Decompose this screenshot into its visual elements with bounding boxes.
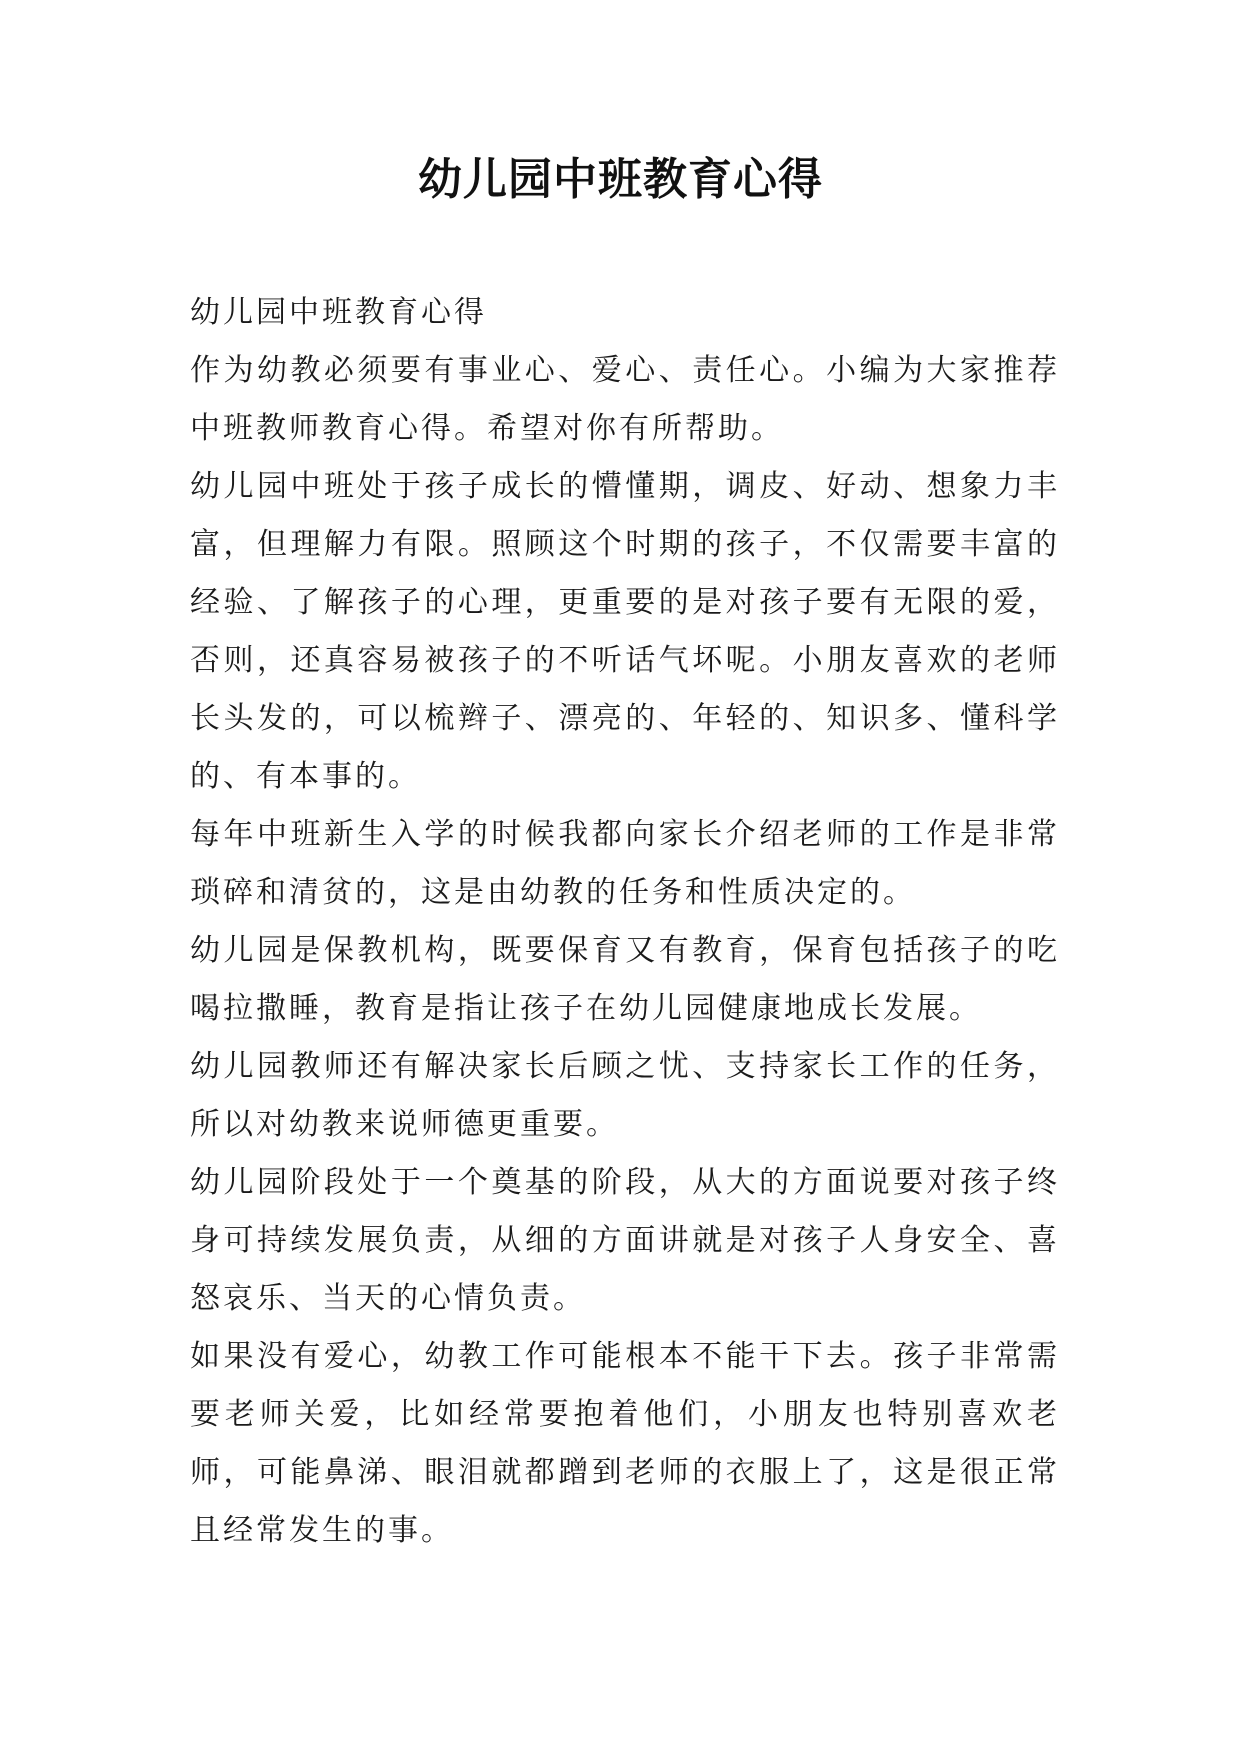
paragraph: 幼儿园教师还有解决家长后顾之忧、支持家长工作的任务，所以对幼教来说师德更重要。 [190,1049,1060,1142]
paragraph: 每年中班新生入学的时候我都向家长介绍老师的工作是非常琐碎和清贫的，这是由幼教的任务和性质决定的。 [190,817,1060,910]
document-body [190,284,1060,1560]
document-title: 幼儿园中班教育心得 [418,154,823,205]
paragraph: 幼儿园中班处于孩子成长的懵懂期，调皮、好动、想象力丰富，但理解力有限。照顾这个时期的孩子，不仅需要丰富的经验、了解孩子的心理，更重要的是对孩子要有无限的爱，否则，还真容易被孩子的不听话气坏呢。小朋友喜欢的老师长头发的，可以梳辫子、漂亮的、年轻的、知识多、懂科学的、有本事的。 [190,469,1060,794]
paragraph-subtitle: 幼儿园中班教育心得 [190,295,487,330]
paragraph: 幼儿园是保教机构，既要保育又有教育，保育包括孩子的吃喝拉撒睡，教育是指让孩子在幼儿园健康地成长发展。 [190,933,1060,1026]
paragraph: 幼儿园阶段处于一个奠基的阶段，从大的方面说要对孩子终身可持续发展负责，从细的方面讲就是对孩子人身安全、喜怒哀乐、当天的心情负责。 [190,1165,1060,1316]
paragraph: 如果没有爱心，幼教工作可能根本不能干下去。孩子非常需要老师关爱，比如经常要抱着他们，小朋友也特别喜欢老师，可能鼻涕、眼泪就都蹭到老师的衣服上了，这是很正常且经常发生的事。 [190,1339,1060,1548]
paragraph: 作为幼教必须要有事业心、爱心、责任心。小编为大家推荐中班教师教育心得。希望对你有所帮助。 [190,353,1060,446]
